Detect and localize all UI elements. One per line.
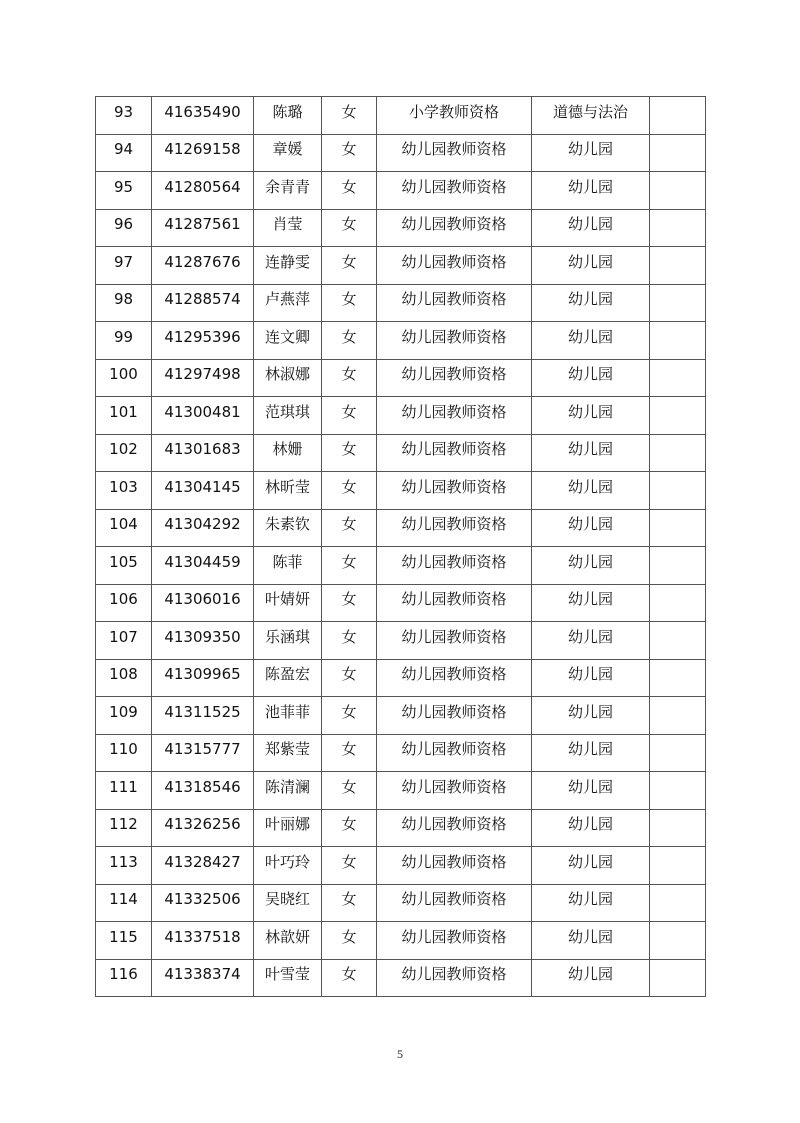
qualification-cell: 小学教师资格 — [377, 97, 532, 135]
gender-cell: 女 — [322, 209, 377, 247]
qualification-cell: 幼儿园教师资格 — [377, 322, 532, 360]
exam-id-cell: 41280564 — [152, 172, 254, 210]
seq-number-cell: 107 — [96, 622, 152, 660]
seq-number-cell: 109 — [96, 697, 152, 735]
remark-cell — [650, 134, 706, 172]
qualification-cell: 幼儿园教师资格 — [377, 209, 532, 247]
qualification-cell: 幼儿园教师资格 — [377, 134, 532, 172]
subject-cell: 幼儿园 — [532, 809, 650, 847]
seq-number-cell: 93 — [96, 97, 152, 135]
gender-cell: 女 — [322, 884, 377, 922]
table-row — [96, 97, 706, 135]
name-cell: 叶巧玲 — [254, 847, 322, 885]
table-row — [96, 359, 706, 397]
page-number: 5 — [397, 1047, 403, 1061]
qualification-cell: 幼儿园教师资格 — [377, 547, 532, 585]
gender-cell: 女 — [322, 734, 377, 772]
seq-number-cell: 113 — [96, 847, 152, 885]
table-row — [96, 172, 706, 210]
subject-cell: 幼儿园 — [532, 284, 650, 322]
seq-number-cell: 112 — [96, 809, 152, 847]
qualification-cell: 幼儿园教师资格 — [377, 247, 532, 285]
exam-id-cell: 41635490 — [152, 97, 254, 135]
table-row — [96, 472, 706, 510]
subject-cell: 幼儿园 — [532, 847, 650, 885]
seq-number-cell: 114 — [96, 884, 152, 922]
gender-cell: 女 — [322, 97, 377, 135]
gender-cell: 女 — [322, 359, 377, 397]
exam-id-cell: 41328427 — [152, 847, 254, 885]
qualification-cell: 幼儿园教师资格 — [377, 509, 532, 547]
exam-id-cell: 41326256 — [152, 809, 254, 847]
remark-cell — [650, 397, 706, 435]
remark-cell — [650, 922, 706, 960]
seq-number-cell: 103 — [96, 472, 152, 510]
name-cell: 连文卿 — [254, 322, 322, 360]
qualification-cell: 幼儿园教师资格 — [377, 847, 532, 885]
exam-id-cell: 41311525 — [152, 697, 254, 735]
subject-cell: 幼儿园 — [532, 922, 650, 960]
exam-id-cell: 41300481 — [152, 397, 254, 435]
subject-cell: 幼儿园 — [532, 584, 650, 622]
subject-cell: 幼儿园 — [532, 509, 650, 547]
seq-number-cell: 111 — [96, 772, 152, 810]
seq-number-cell: 96 — [96, 209, 152, 247]
table-row — [96, 659, 706, 697]
name-cell: 林昕莹 — [254, 472, 322, 510]
subject-cell: 幼儿园 — [532, 209, 650, 247]
seq-number-cell: 104 — [96, 509, 152, 547]
gender-cell: 女 — [322, 809, 377, 847]
remark-cell — [650, 247, 706, 285]
remark-cell — [650, 584, 706, 622]
subject-cell: 幼儿园 — [532, 397, 650, 435]
seq-number-cell: 95 — [96, 172, 152, 210]
exam-id-cell: 41304145 — [152, 472, 254, 510]
gender-cell: 女 — [322, 622, 377, 660]
name-cell: 余青青 — [254, 172, 322, 210]
name-cell: 林姗 — [254, 434, 322, 472]
exam-id-cell: 41315777 — [152, 734, 254, 772]
exam-id-cell: 41337518 — [152, 922, 254, 960]
gender-cell: 女 — [322, 959, 377, 997]
seq-number-cell: 105 — [96, 547, 152, 585]
exam-id-cell: 41304459 — [152, 547, 254, 585]
gender-cell: 女 — [322, 472, 377, 510]
gender-cell: 女 — [322, 134, 377, 172]
subject-cell: 幼儿园 — [532, 659, 650, 697]
seq-number-cell: 108 — [96, 659, 152, 697]
gender-cell: 女 — [322, 659, 377, 697]
remark-cell — [650, 697, 706, 735]
gender-cell: 女 — [322, 397, 377, 435]
table-row — [96, 397, 706, 435]
remark-cell — [650, 509, 706, 547]
qualification-cell: 幼儿园教师资格 — [377, 959, 532, 997]
table-row — [96, 322, 706, 360]
qualification-cell: 幼儿园教师资格 — [377, 922, 532, 960]
seq-number-cell: 110 — [96, 734, 152, 772]
remark-cell — [650, 434, 706, 472]
name-cell: 肖莹 — [254, 209, 322, 247]
table-row — [96, 247, 706, 285]
name-cell: 陈清澜 — [254, 772, 322, 810]
table-row — [96, 959, 706, 997]
qualification-cell: 幼儿园教师资格 — [377, 584, 532, 622]
exam-id-cell: 41288574 — [152, 284, 254, 322]
name-cell: 卢燕萍 — [254, 284, 322, 322]
qualification-cell: 幼儿园教师资格 — [377, 734, 532, 772]
seq-number-cell: 115 — [96, 922, 152, 960]
table-row — [96, 434, 706, 472]
name-cell: 林歆妍 — [254, 922, 322, 960]
table-row — [96, 584, 706, 622]
qualification-cell: 幼儿园教师资格 — [377, 172, 532, 210]
table-row — [96, 884, 706, 922]
table-row — [96, 847, 706, 885]
remark-cell — [650, 172, 706, 210]
qualification-cell: 幼儿园教师资格 — [377, 884, 532, 922]
exam-id-cell: 41318546 — [152, 772, 254, 810]
subject-cell: 幼儿园 — [532, 134, 650, 172]
name-cell: 陈盈宏 — [254, 659, 322, 697]
remark-cell — [650, 359, 706, 397]
subject-cell: 幼儿园 — [532, 472, 650, 510]
subject-cell: 幼儿园 — [532, 247, 650, 285]
exam-id-cell: 41338374 — [152, 959, 254, 997]
qualification-cell: 幼儿园教师资格 — [377, 284, 532, 322]
name-cell: 陈菲 — [254, 547, 322, 585]
seq-number-cell: 100 — [96, 359, 152, 397]
name-cell: 章媛 — [254, 134, 322, 172]
qualification-cell: 幼儿园教师资格 — [377, 772, 532, 810]
seq-number-cell: 101 — [96, 397, 152, 435]
seq-number-cell: 102 — [96, 434, 152, 472]
subject-cell: 幼儿园 — [532, 322, 650, 360]
remark-cell — [650, 847, 706, 885]
gender-cell: 女 — [322, 172, 377, 210]
remark-cell — [650, 97, 706, 135]
name-cell: 乐涵琪 — [254, 622, 322, 660]
remark-cell — [650, 659, 706, 697]
exam-id-cell: 41306016 — [152, 584, 254, 622]
name-cell: 叶雪莹 — [254, 959, 322, 997]
subject-cell: 幼儿园 — [532, 434, 650, 472]
name-cell: 叶婧妍 — [254, 584, 322, 622]
remark-cell — [650, 884, 706, 922]
name-cell: 陈璐 — [254, 97, 322, 135]
subject-cell: 幼儿园 — [532, 622, 650, 660]
remark-cell — [650, 809, 706, 847]
exam-id-cell: 41301683 — [152, 434, 254, 472]
remark-cell — [650, 472, 706, 510]
name-cell: 朱素钦 — [254, 509, 322, 547]
subject-cell: 幼儿园 — [532, 959, 650, 997]
gender-cell: 女 — [322, 584, 377, 622]
qualification-cell: 幼儿园教师资格 — [377, 697, 532, 735]
exam-id-cell: 41269158 — [152, 134, 254, 172]
exam-id-cell: 41304292 — [152, 509, 254, 547]
gender-cell: 女 — [322, 247, 377, 285]
remark-cell — [650, 322, 706, 360]
seq-number-cell: 94 — [96, 134, 152, 172]
table-row — [96, 809, 706, 847]
name-cell: 郑紫莹 — [254, 734, 322, 772]
name-cell: 连静雯 — [254, 247, 322, 285]
exam-id-cell: 41309965 — [152, 659, 254, 697]
subject-cell: 幼儿园 — [532, 772, 650, 810]
gender-cell: 女 — [322, 922, 377, 960]
table-row — [96, 284, 706, 322]
remark-cell — [650, 734, 706, 772]
subject-cell: 幼儿园 — [532, 172, 650, 210]
table-row — [96, 772, 706, 810]
qualification-cell: 幼儿园教师资格 — [377, 622, 532, 660]
roster-table — [95, 96, 706, 997]
exam-id-cell: 41295396 — [152, 322, 254, 360]
name-cell: 吴晓红 — [254, 884, 322, 922]
subject-cell: 幼儿园 — [532, 359, 650, 397]
subject-cell: 幼儿园 — [532, 734, 650, 772]
gender-cell: 女 — [322, 509, 377, 547]
name-cell: 池菲菲 — [254, 697, 322, 735]
name-cell: 林淑娜 — [254, 359, 322, 397]
table-row — [96, 209, 706, 247]
subject-cell: 幼儿园 — [532, 884, 650, 922]
qualification-cell: 幼儿园教师资格 — [377, 434, 532, 472]
qualification-cell: 幼儿园教师资格 — [377, 359, 532, 397]
seq-number-cell: 98 — [96, 284, 152, 322]
remark-cell — [650, 209, 706, 247]
gender-cell: 女 — [322, 847, 377, 885]
gender-cell: 女 — [322, 434, 377, 472]
remark-cell — [650, 284, 706, 322]
subject-cell: 幼儿园 — [532, 697, 650, 735]
remark-cell — [650, 547, 706, 585]
name-cell: 范琪琪 — [254, 397, 322, 435]
remark-cell — [650, 772, 706, 810]
exam-id-cell: 41309350 — [152, 622, 254, 660]
roster-body — [96, 97, 706, 997]
exam-id-cell: 41287561 — [152, 209, 254, 247]
seq-number-cell: 116 — [96, 959, 152, 997]
remark-cell — [650, 622, 706, 660]
table-row — [96, 922, 706, 960]
gender-cell: 女 — [322, 284, 377, 322]
gender-cell: 女 — [322, 772, 377, 810]
seq-number-cell: 97 — [96, 247, 152, 285]
remark-cell — [650, 959, 706, 997]
table-row — [96, 134, 706, 172]
qualification-cell: 幼儿园教师资格 — [377, 659, 532, 697]
gender-cell: 女 — [322, 547, 377, 585]
table-row — [96, 697, 706, 735]
subject-cell: 幼儿园 — [532, 547, 650, 585]
seq-number-cell: 106 — [96, 584, 152, 622]
table-row — [96, 509, 706, 547]
table-row — [96, 734, 706, 772]
gender-cell: 女 — [322, 322, 377, 360]
exam-id-cell: 41332506 — [152, 884, 254, 922]
table-row — [96, 547, 706, 585]
exam-id-cell: 41297498 — [152, 359, 254, 397]
qualification-cell: 幼儿园教师资格 — [377, 472, 532, 510]
seq-number-cell: 99 — [96, 322, 152, 360]
name-cell: 叶丽娜 — [254, 809, 322, 847]
qualification-cell: 幼儿园教师资格 — [377, 397, 532, 435]
subject-cell: 道德与法治 — [532, 97, 650, 135]
gender-cell: 女 — [322, 697, 377, 735]
exam-id-cell: 41287676 — [152, 247, 254, 285]
qualification-cell: 幼儿园教师资格 — [377, 809, 532, 847]
table-row — [96, 622, 706, 660]
